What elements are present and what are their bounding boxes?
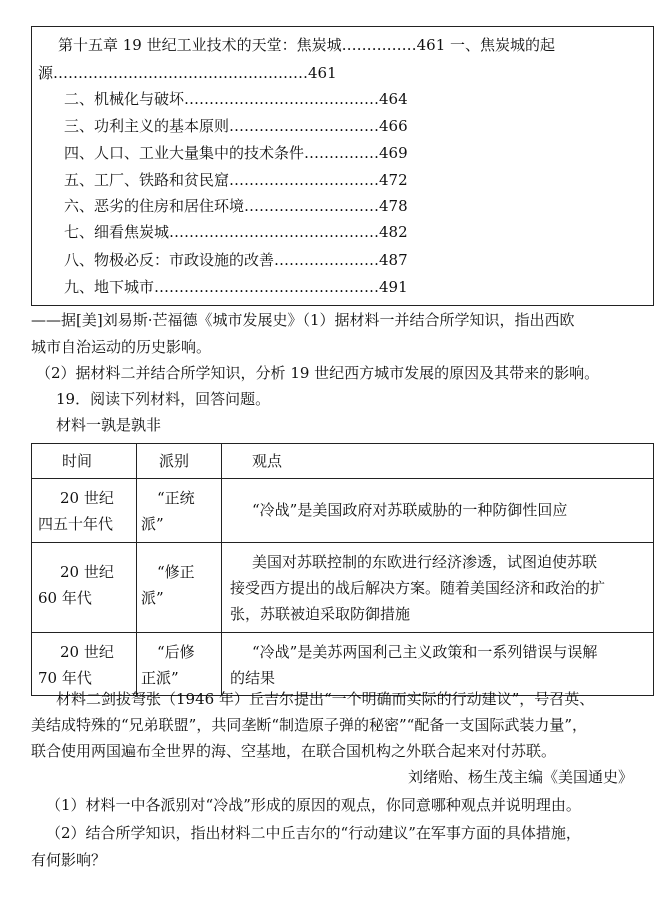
source-citation: ——据[美]刘易斯·芒福德《城市发展史》（1）据材料一并结合所学知识，指出西欧 <box>31 311 575 329</box>
row-view: 接受西方提出的战后解决方案。随着美国经济和政治的扩 <box>230 579 606 597</box>
row-school: “正统 <box>157 489 195 507</box>
table-row <box>32 479 654 543</box>
row-time: 20 世纪 <box>60 563 114 581</box>
row-view: “冷战”是美国政府对苏联威胁的一种防御性回应 <box>252 501 568 519</box>
row-school: “修正 <box>157 563 195 581</box>
row-school: “后修 <box>157 643 195 661</box>
row-time: 60 年代 <box>38 589 92 607</box>
sub-question-2: （2）结合所学知识，指出材料二中丘吉尔的“行动建议”在军事方面的具体措施， <box>46 824 581 842</box>
toc-item: 六、恶劣的住房和居住环境………………………478 <box>64 197 408 215</box>
material-2-line: 美结成特殊的“兄弟联盟”，共同垄断“制造原子弹的秘密”“配备一支国际武装力量”， <box>31 716 588 734</box>
table-of-contents-box <box>31 26 654 306</box>
question-19-heading: 19．阅读下列材料，回答问题。 <box>56 390 271 408</box>
row-time: 70 年代 <box>38 669 92 687</box>
row-time: 四五十年代 <box>38 515 114 533</box>
toc-item: 四、人口、工业大量集中的技术条件……………469 <box>64 144 408 162</box>
row-school: 派” <box>141 515 164 533</box>
question-2: （2）据材料二并结合所学知识，分析 19 世纪西方城市发展的原因及其带来的影响。 <box>36 364 600 382</box>
row-school: 派” <box>141 589 164 607</box>
sub-question-1: （1）材料一中各派别对“冷战”形成的原因的观点，你同意哪种观点并说明理由。 <box>46 796 581 814</box>
material-2-line: 材料二剑拔弩张（1946 年）丘吉尔提出“一个明确而实际的行动建议”，号召英、 <box>56 690 595 708</box>
header-school: 派别 <box>159 452 190 470</box>
row-view: 的结果 <box>230 669 276 687</box>
table-header-row <box>32 444 654 479</box>
toc-item: 三、功利主义的基本原则…………………………466 <box>64 117 408 135</box>
sub-question-2-continuation: 有何影响？ <box>31 851 107 869</box>
material-2-source: 刘绪贻、杨生茂主编《美国通史》 <box>408 768 634 786</box>
toc-item: 八、物极必反：市政设施的改善…………………487 <box>64 251 408 269</box>
row-school: 正派” <box>141 669 179 687</box>
row-time: 20 世纪 <box>60 643 114 661</box>
header-view: 观点 <box>252 452 283 470</box>
material-2-line: 联合使用两国遍布全世界的海、空基地，在联合国机构之外联合起来对付苏联。 <box>31 742 557 760</box>
toc-chapter-line-2: 源……………………………………………461 <box>38 64 337 82</box>
row-time: 20 世纪 <box>60 489 114 507</box>
row-view: 张，苏联被迫采取防御措施 <box>230 605 411 623</box>
toc-item: 二、机械化与破坏…………………………………464 <box>64 90 408 108</box>
opinions-table <box>31 443 654 696</box>
material-1-title: 材料一孰是孰非 <box>56 416 162 434</box>
toc-item: 九、地下城市………………………………………491 <box>64 278 408 296</box>
toc-item: 五、工厂、铁路和贫民窟…………………………472 <box>64 171 408 189</box>
toc-chapter-line-1: 第十五章 19 世纪工业技术的天堂：焦炭城……………461 一、焦炭城的起 <box>58 36 556 54</box>
table-row <box>32 633 654 696</box>
table-row <box>32 543 654 633</box>
row-view: “冷战”是美苏两国利己主义政策和一系列错误与误解 <box>252 643 598 661</box>
question-1-continuation: 城市自治运动的历史影响。 <box>31 338 212 356</box>
toc-item: 七、细看焦炭城……………………………………482 <box>64 223 408 241</box>
header-time: 时间 <box>62 452 93 470</box>
row-view: 美国对苏联控制的东欧进行经济渗透，试图迫使苏联 <box>252 553 598 571</box>
